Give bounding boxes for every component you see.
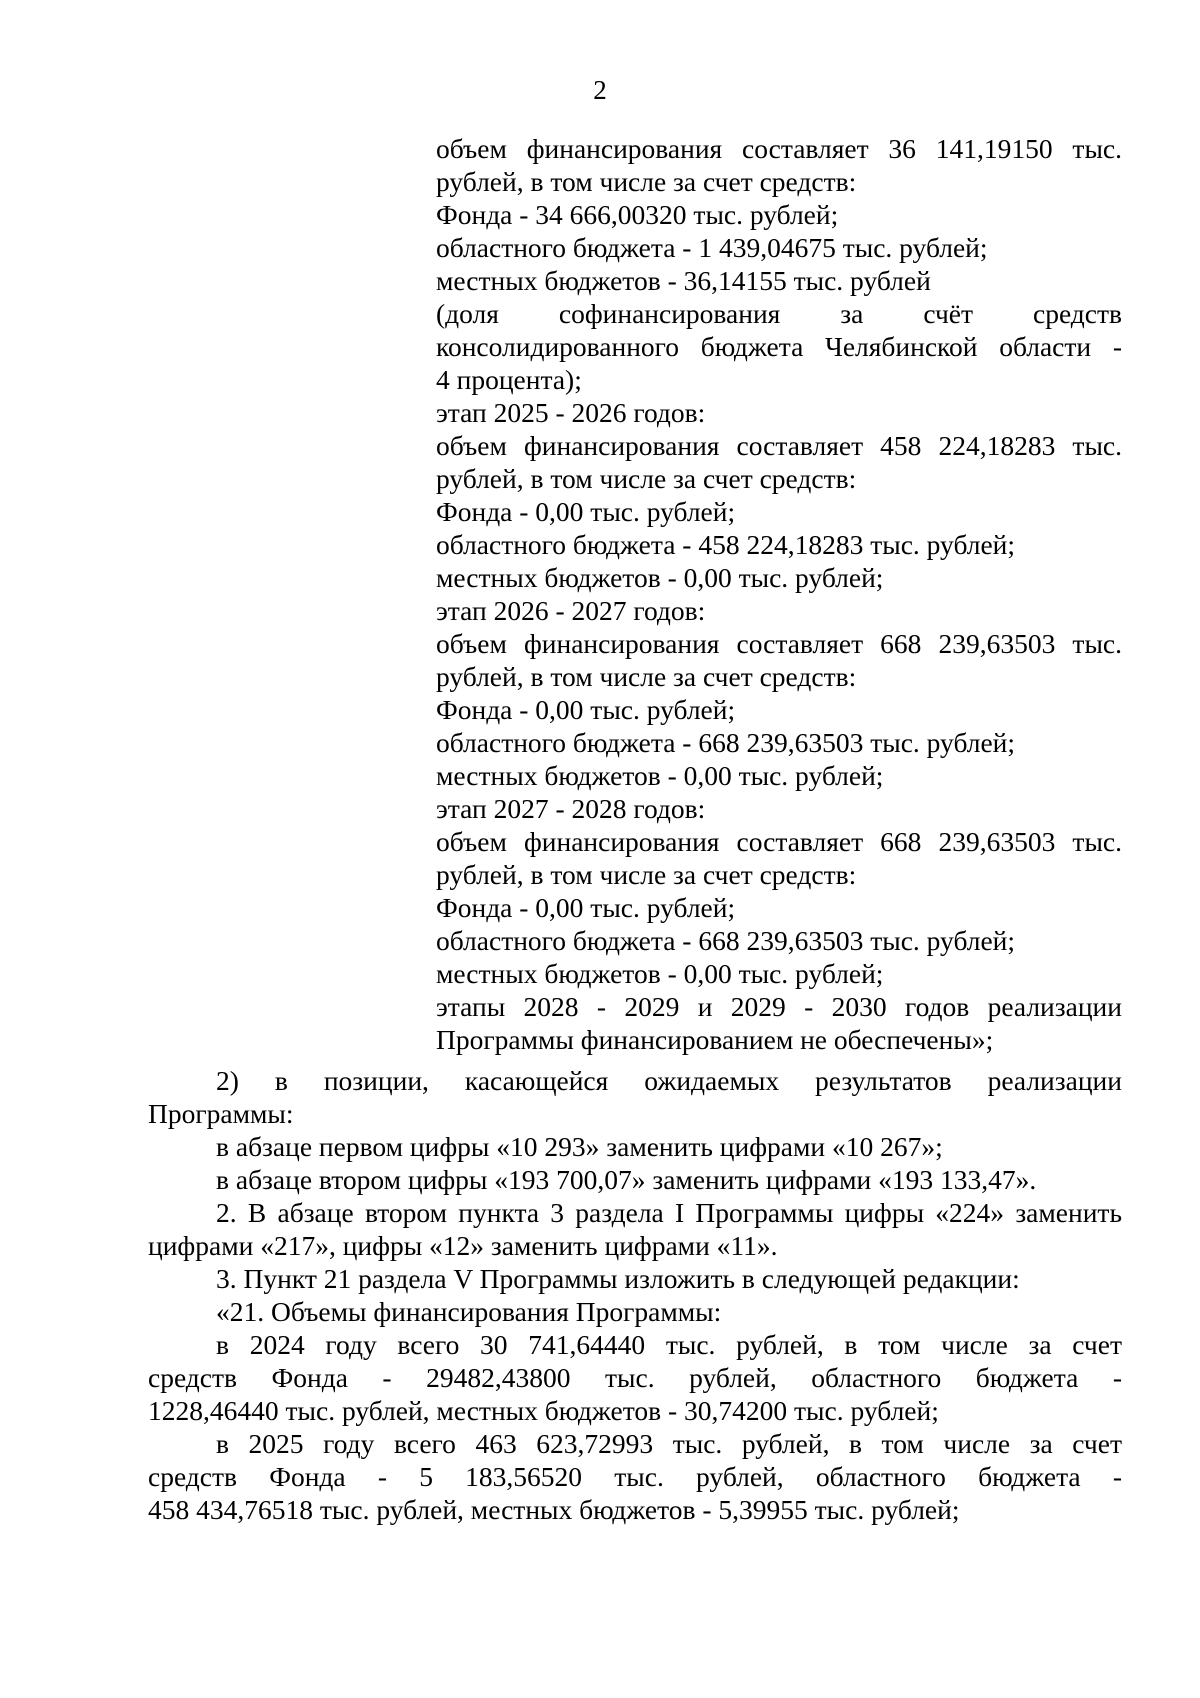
paragraph-second-replacement: в абзаце втором цифры «193 700,07» заменить цифрами «193 133,47». — [216, 1164, 1037, 1195]
stage-text-line: областного бюджета - 458 224,18283 тыс. рублей; — [436, 529, 1016, 560]
stage-text-line: объем финансирования составляет 668 239,63503 тыс. — [436, 628, 1122, 659]
text-line: 458 434,76518 тыс. рублей, местных бюджетов - 5,39955 тыс. рублей; — [148, 1494, 960, 1525]
stage-text-line: рублей, в том числе за счет средств: — [436, 463, 857, 494]
text-line: средств Фонда - 5 183,56520 тыс. рублей, областного бюджета - — [148, 1461, 1122, 1492]
text-line: Программы: — [148, 1098, 294, 1129]
text-line: 2. В абзаце втором пункта 3 раздела I Программы цифры «224» заменить — [216, 1197, 1122, 1228]
stage-text-line: областного бюджета - 668 239,63503 тыс. рублей; — [436, 925, 1016, 956]
stage-text-line: этапы 2028 - 2029 и 2029 - 2030 годов реализации — [436, 991, 1122, 1022]
stage-text-line: местных бюджетов - 0,00 тыс. рублей; — [436, 958, 884, 989]
stage-text-line: 4 процента); — [436, 364, 582, 395]
stage-text-line: этап 2025 - 2026 годов: — [436, 397, 706, 428]
stage-text-line: (доля софинансирования за счёт средств — [436, 298, 1122, 329]
stage-text-line: областного бюджета - 668 239,63503 тыс. рублей; — [436, 727, 1016, 758]
text-line: 1228,46440 тыс. рублей, местных бюджетов - 30,74200 тыс. рублей; — [148, 1395, 939, 1426]
stage-text-line: местных бюджетов - 0,00 тыс. рублей; — [436, 760, 884, 791]
stage-text-line: консолидированного бюджета Челябинской области - — [436, 331, 1122, 362]
financing-stages-block — [436, 132, 1122, 1056]
stage-text-line: объем финансирования составляет 668 239,63503 тыс. — [436, 826, 1122, 857]
stage-text-line: объем финансирования составляет 458 224,18283 тыс. — [436, 430, 1122, 461]
financing-2025 — [148, 1427, 1122, 1526]
stage-text-line: Фонда - 0,00 тыс. рублей; — [436, 892, 736, 923]
stage-text-line: Программы финансированием не обеспечены»; — [436, 1024, 994, 1055]
text-line: средств Фонда - 29482,43800 тыс. рублей, областного бюджета - — [148, 1362, 1122, 1393]
stage-text-line: объем финансирования составляет 36 141,19150 тыс. — [436, 133, 1122, 164]
stage-text-line: Фонда - 0,00 тыс. рублей; — [436, 496, 736, 527]
page-number: 2 — [593, 75, 607, 105]
stage-text-line: Фонда - 34 666,00320 тыс. рублей; — [436, 199, 839, 230]
text-line: 2) в позиции, касающейся ожидаемых результатов реализации — [216, 1065, 1122, 1096]
stage-text-line: рублей, в том числе за счет средств: — [436, 166, 857, 197]
point-2 — [148, 1196, 1122, 1262]
paragraph-first-replacement: в абзаце первом цифры «10 293» заменить цифрами «10 267»; — [216, 1131, 943, 1162]
text-line: в 2025 году всего 463 623,72993 тыс. рублей, в том числе за счет — [216, 1428, 1122, 1459]
stage-text-line: этап 2026 - 2027 годов: — [436, 595, 706, 626]
stage-text-line: местных бюджетов - 0,00 тыс. рублей; — [436, 562, 884, 593]
stage-text-line: рублей, в том числе за счет средств: — [436, 661, 857, 692]
stage-text-line: этап 2027 - 2028 годов: — [436, 793, 706, 824]
item-2-expected-results — [148, 1064, 1122, 1130]
stage-text-line: рублей, в том числе за счет средств: — [436, 859, 857, 890]
point-21-heading: «21. Объемы финансирования Программы: — [216, 1296, 722, 1327]
stage-text-line: областного бюджета - 1 439,04675 тыс. рублей; — [436, 232, 988, 263]
financing-2024 — [148, 1328, 1122, 1427]
stage-text-line: Фонда - 0,00 тыс. рублей; — [436, 694, 736, 725]
point-3: 3. Пункт 21 раздела V Программы изложить в следующей редакции: — [216, 1263, 1020, 1294]
text-line: в 2024 году всего 30 741,64440 тыс. рублей, в том числе за счет — [216, 1329, 1122, 1360]
text-line: цифрами «217», цифры «12» заменить цифрами «11». — [148, 1230, 778, 1261]
amendments-body — [148, 1064, 1122, 1526]
stage-text-line: местных бюджетов - 36,14155 тыс. рублей — [436, 265, 931, 296]
